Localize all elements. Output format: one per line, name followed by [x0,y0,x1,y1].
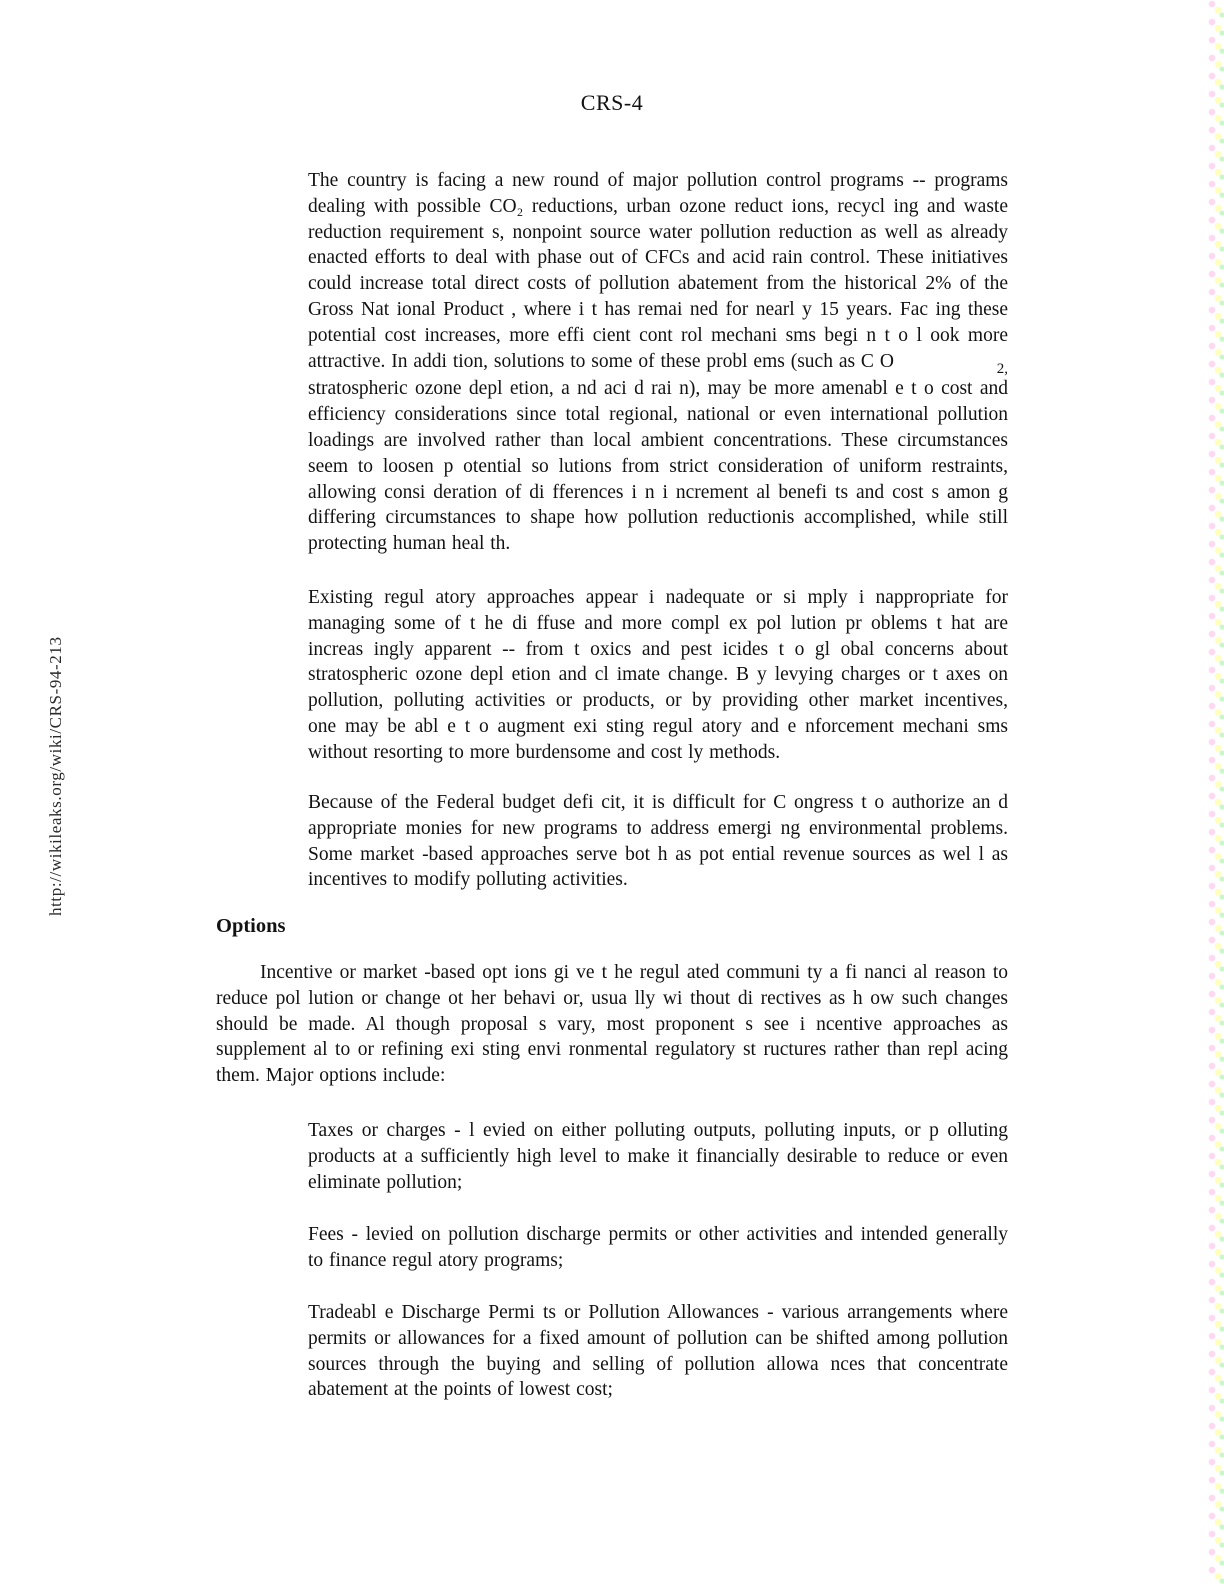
text-line: efficiency considerations since total regional, national or even international pollution [308,404,1008,426]
edge-watermark-pattern [1207,0,1224,1584]
text-line: abatement at the points of lowest cost; [308,1379,613,1401]
text-line: to finance regul atory programs; [308,1249,564,1271]
subscript-fragment: 2, [996,360,1008,377]
text-line: sources through the buying and selling of pollution allowa nces that concentrate [308,1353,1008,1375]
text-line: should be made. Al though proposal s vary, most proponent s see i ncentive approaches as [216,1013,1008,1035]
text-line: allowing consi deration of di fferences i n i ncrement al benefi ts and cost s amon g [308,481,1008,503]
text-line: Taxes or charges - l evied on either polluting outputs, polluting inputs, or p olluting [308,1120,1008,1141]
text-line: supplement al to or refining exi sting envi ronmental regulatory st ructures rather than repl acing [216,1039,1008,1061]
option-item-fees [308,1222,1008,1274]
paragraph-options-intro [216,960,1008,1089]
text-line: The country is facing a new round of major pollution control programs -- programs [308,170,1008,191]
text-line [308,349,1008,377]
text-line: managing some of t he di ffuse and more compl ex pol lution pr oblems t hat are [308,612,1008,634]
text-line: products at a sufficiently high level to make it financially desirable to reduce or even [308,1145,1008,1167]
text-line: pollution, polluting activities or products, or by providing other market incentives, [308,690,1008,712]
text-line: loadings are involved rather than local ambient concentrations. These circumstances [308,429,1008,451]
text-line: stratospheric ozone depl etion and cl imate change. B y levying charges or t axes on [308,664,1008,686]
page-header: CRS-4 [580,90,644,115]
text-line: reduction requirement s, nonpoint source water pollution reduction as well as already [308,221,1008,243]
wikileaks-url-watermark: http://wikileaks.org/wiki/CRS-94-213 [46,636,65,916]
text-line: enacted efforts to deal with phase out of CFCs and acid rain control. These initiatives [308,247,1008,269]
text-line: seem to loosen p otential so lutions from strict consideration of uniform restraints, [308,455,1008,477]
option-item-tradeable-permits [308,1300,1008,1403]
text-line: increas ingly apparent -- from t oxics and pest icides t o gl obal concerns about [308,638,1008,660]
text-line: incentives to modify polluting activities. [308,869,628,891]
text-line: appropriate monies for new programs to address emergi ng environmental problems. [308,817,1008,839]
text-line: Gross Nat ional Product , where i t has remai ned for nearl y 15 years. Fac ing these [308,298,1008,320]
text-line: one may be abl e t o augment exi sting regul atory and e nforcement mechani sms [308,715,1008,737]
text-line: protecting human heal th. [308,533,511,555]
options-heading: Options [216,915,286,937]
text-line: Existing regul atory approaches appear i nadequate or si mply i nappropriate for [308,587,1008,608]
text-line: Incentive or market -based opt ions gi ve t he regul ated communi ty a fi nanci al reason to [260,962,1008,983]
text-line: them. Major options include: [216,1065,446,1087]
text-line: permits or allowances for a fixed amount of pollution can be shifted among pollution [308,1327,1008,1349]
text-line: potential cost increases, more effi cient cont rol mechani sms begi n t o l ook more [308,324,1008,346]
text-line: Some market -based approaches serve bot h as pot ential revenue sources as wel l as [308,843,1008,865]
paragraph-regulatory-approaches [308,585,1008,766]
text-line: eliminate pollution; [308,1171,463,1193]
text-line: dealing with possible CO₂ reductions, urban ozone reduct ions, recycl ing and waste [308,195,1008,217]
text-line: stratospheric ozone depl etion, a nd aci d rai n), may be more amenabl e t o cost and [308,378,1008,400]
text-line: reduce pol lution or change ot her behavi or, usua lly wi thout di rectives as h ow such changes [216,987,1008,1009]
text-line: Because of the Federal budget defi cit, it is difficult for C ongress t o authorize an d [308,792,1008,813]
paragraph-federal-budget [308,790,1008,893]
paragraph-pollution-programs [308,168,1008,557]
text-line: could increase total direct costs of pollution abatement from the historical 2% of the [308,273,1008,295]
text-line: Fees - levied on pollution discharge permits or other activities and intended generally [308,1224,1008,1245]
text-line: without resorting to more burdensome and cost ly methods. [308,741,781,763]
option-item-taxes-or-charges [308,1118,1008,1195]
text-line: Tradeabl e Discharge Permi ts or Pollution Allowances - various arrangements where [308,1302,1008,1323]
text-line: differing circumstances to shape how pollution reductionis accomplished, while still [308,507,1008,529]
text-line-left: attractive. In addi tion, solutions to some of these probl ems (such as C O [308,350,894,372]
